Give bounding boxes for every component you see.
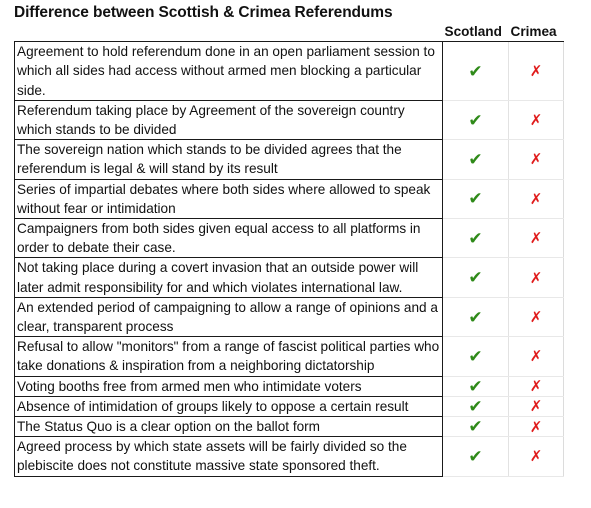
scotland-cell	[443, 396, 509, 416]
criterion-cell: Absence of intimidation of groups likely to oppose a certain result	[15, 396, 443, 416]
scotland-cell	[443, 437, 509, 476]
crimea-cell	[509, 417, 564, 437]
table-row	[15, 337, 564, 376]
crimea-cell	[509, 258, 564, 297]
table-row	[15, 297, 564, 336]
header-row	[15, 22, 564, 42]
scotland-cell	[443, 337, 509, 376]
scotland-cell	[443, 140, 509, 179]
crimea-cell	[509, 179, 564, 218]
table-row	[15, 376, 564, 396]
cross-icon: ✗	[529, 269, 543, 287]
scotland-cell	[443, 100, 509, 139]
check-icon: ✔	[468, 268, 483, 288]
check-icon: ✔	[468, 110, 483, 130]
check-icon: ✔	[468, 307, 483, 327]
scotland-cell	[443, 179, 509, 218]
criterion-cell: Not taking place during a covert invasion that an outside power will later admit responsibility for and which violates international law.	[15, 258, 443, 297]
check-icon: ✔	[468, 149, 483, 169]
criterion-cell: Voting booths free from armed men who intimidate voters	[15, 376, 443, 396]
check-icon: ✔	[468, 61, 483, 81]
scotland-cell	[443, 42, 509, 101]
crimea-cell	[509, 437, 564, 476]
cross-icon: ✗	[529, 151, 543, 169]
check-icon: ✔	[468, 417, 483, 437]
crimea-cell	[509, 140, 564, 179]
scotland-cell	[443, 376, 509, 396]
table-row	[15, 437, 564, 476]
criterion-cell: Series of impartial debates where both sides where allowed to speak without fear or intimidation	[15, 179, 443, 218]
crimea-cell	[509, 100, 564, 139]
cross-icon: ✗	[529, 378, 543, 396]
criterion-cell: An extended period of campaigning to allow a range of opinions and a clear, transparent process	[15, 297, 443, 336]
table-row	[15, 100, 564, 139]
table-body	[15, 42, 564, 476]
cross-icon: ✗	[529, 63, 543, 80]
cross-icon: ✗	[529, 112, 543, 130]
cross-icon: ✗	[529, 348, 543, 366]
table-row	[15, 179, 564, 218]
scotland-cell	[443, 297, 509, 336]
criterion-cell: The Status Quo is a clear option on the ballot form	[15, 417, 443, 437]
scotland-cell	[443, 417, 509, 437]
criterion-cell: Agreed process by which state assets will be fairly divided so the plebiscite does not constitute massive state sponsored theft.	[15, 437, 443, 476]
comparison-table	[14, 22, 564, 477]
column-header-crimea: Crimea	[509, 22, 564, 42]
page-title: Difference between Scottish & Crimea Referendums	[14, 4, 393, 21]
table-row	[15, 140, 564, 179]
check-icon: ✔	[468, 228, 483, 248]
cross-icon: ✗	[529, 398, 543, 416]
criterion-cell: Campaigners from both sides given equal access to all platforms in order to debate their case.	[15, 219, 443, 258]
cross-icon: ✗	[529, 418, 543, 436]
crimea-cell	[509, 396, 564, 416]
criterion-cell: Refusal to allow "monitors" from a range of fascist political parties who take donations & inspiration from a neighboring dictatorship	[15, 337, 443, 376]
check-icon: ✔	[468, 189, 483, 209]
table-row	[15, 258, 564, 297]
table-row	[15, 42, 564, 101]
crimea-cell	[509, 337, 564, 376]
scotland-cell	[443, 219, 509, 258]
check-icon: ✔	[468, 396, 483, 416]
cross-icon: ✗	[529, 309, 543, 327]
table-row	[15, 219, 564, 258]
cross-icon: ✗	[529, 448, 543, 466]
check-icon: ✔	[468, 446, 483, 466]
column-header-scotland: Scotland	[443, 22, 509, 42]
table-row	[15, 417, 564, 437]
column-header-criterion	[15, 22, 443, 42]
check-icon: ✔	[468, 346, 483, 366]
cross-icon: ✗	[529, 190, 543, 208]
criterion-cell: The sovereign nation which stands to be divided agrees that the referendum is legal & will stand by its result	[15, 140, 443, 179]
criterion-cell: Agreement to hold referendum done in an open parliament session to which all sides had access without armed men blocking a particular side.	[15, 42, 443, 101]
crimea-cell	[509, 297, 564, 336]
criterion-cell: Referendum taking place by Agreement of the sovereign country which stands to be divided	[15, 100, 443, 139]
cross-icon: ✗	[529, 230, 543, 248]
scotland-cell	[443, 258, 509, 297]
crimea-cell	[509, 42, 564, 101]
check-icon: ✔	[468, 376, 483, 396]
table-row	[15, 396, 564, 416]
crimea-cell	[509, 376, 564, 396]
crimea-cell	[509, 219, 564, 258]
